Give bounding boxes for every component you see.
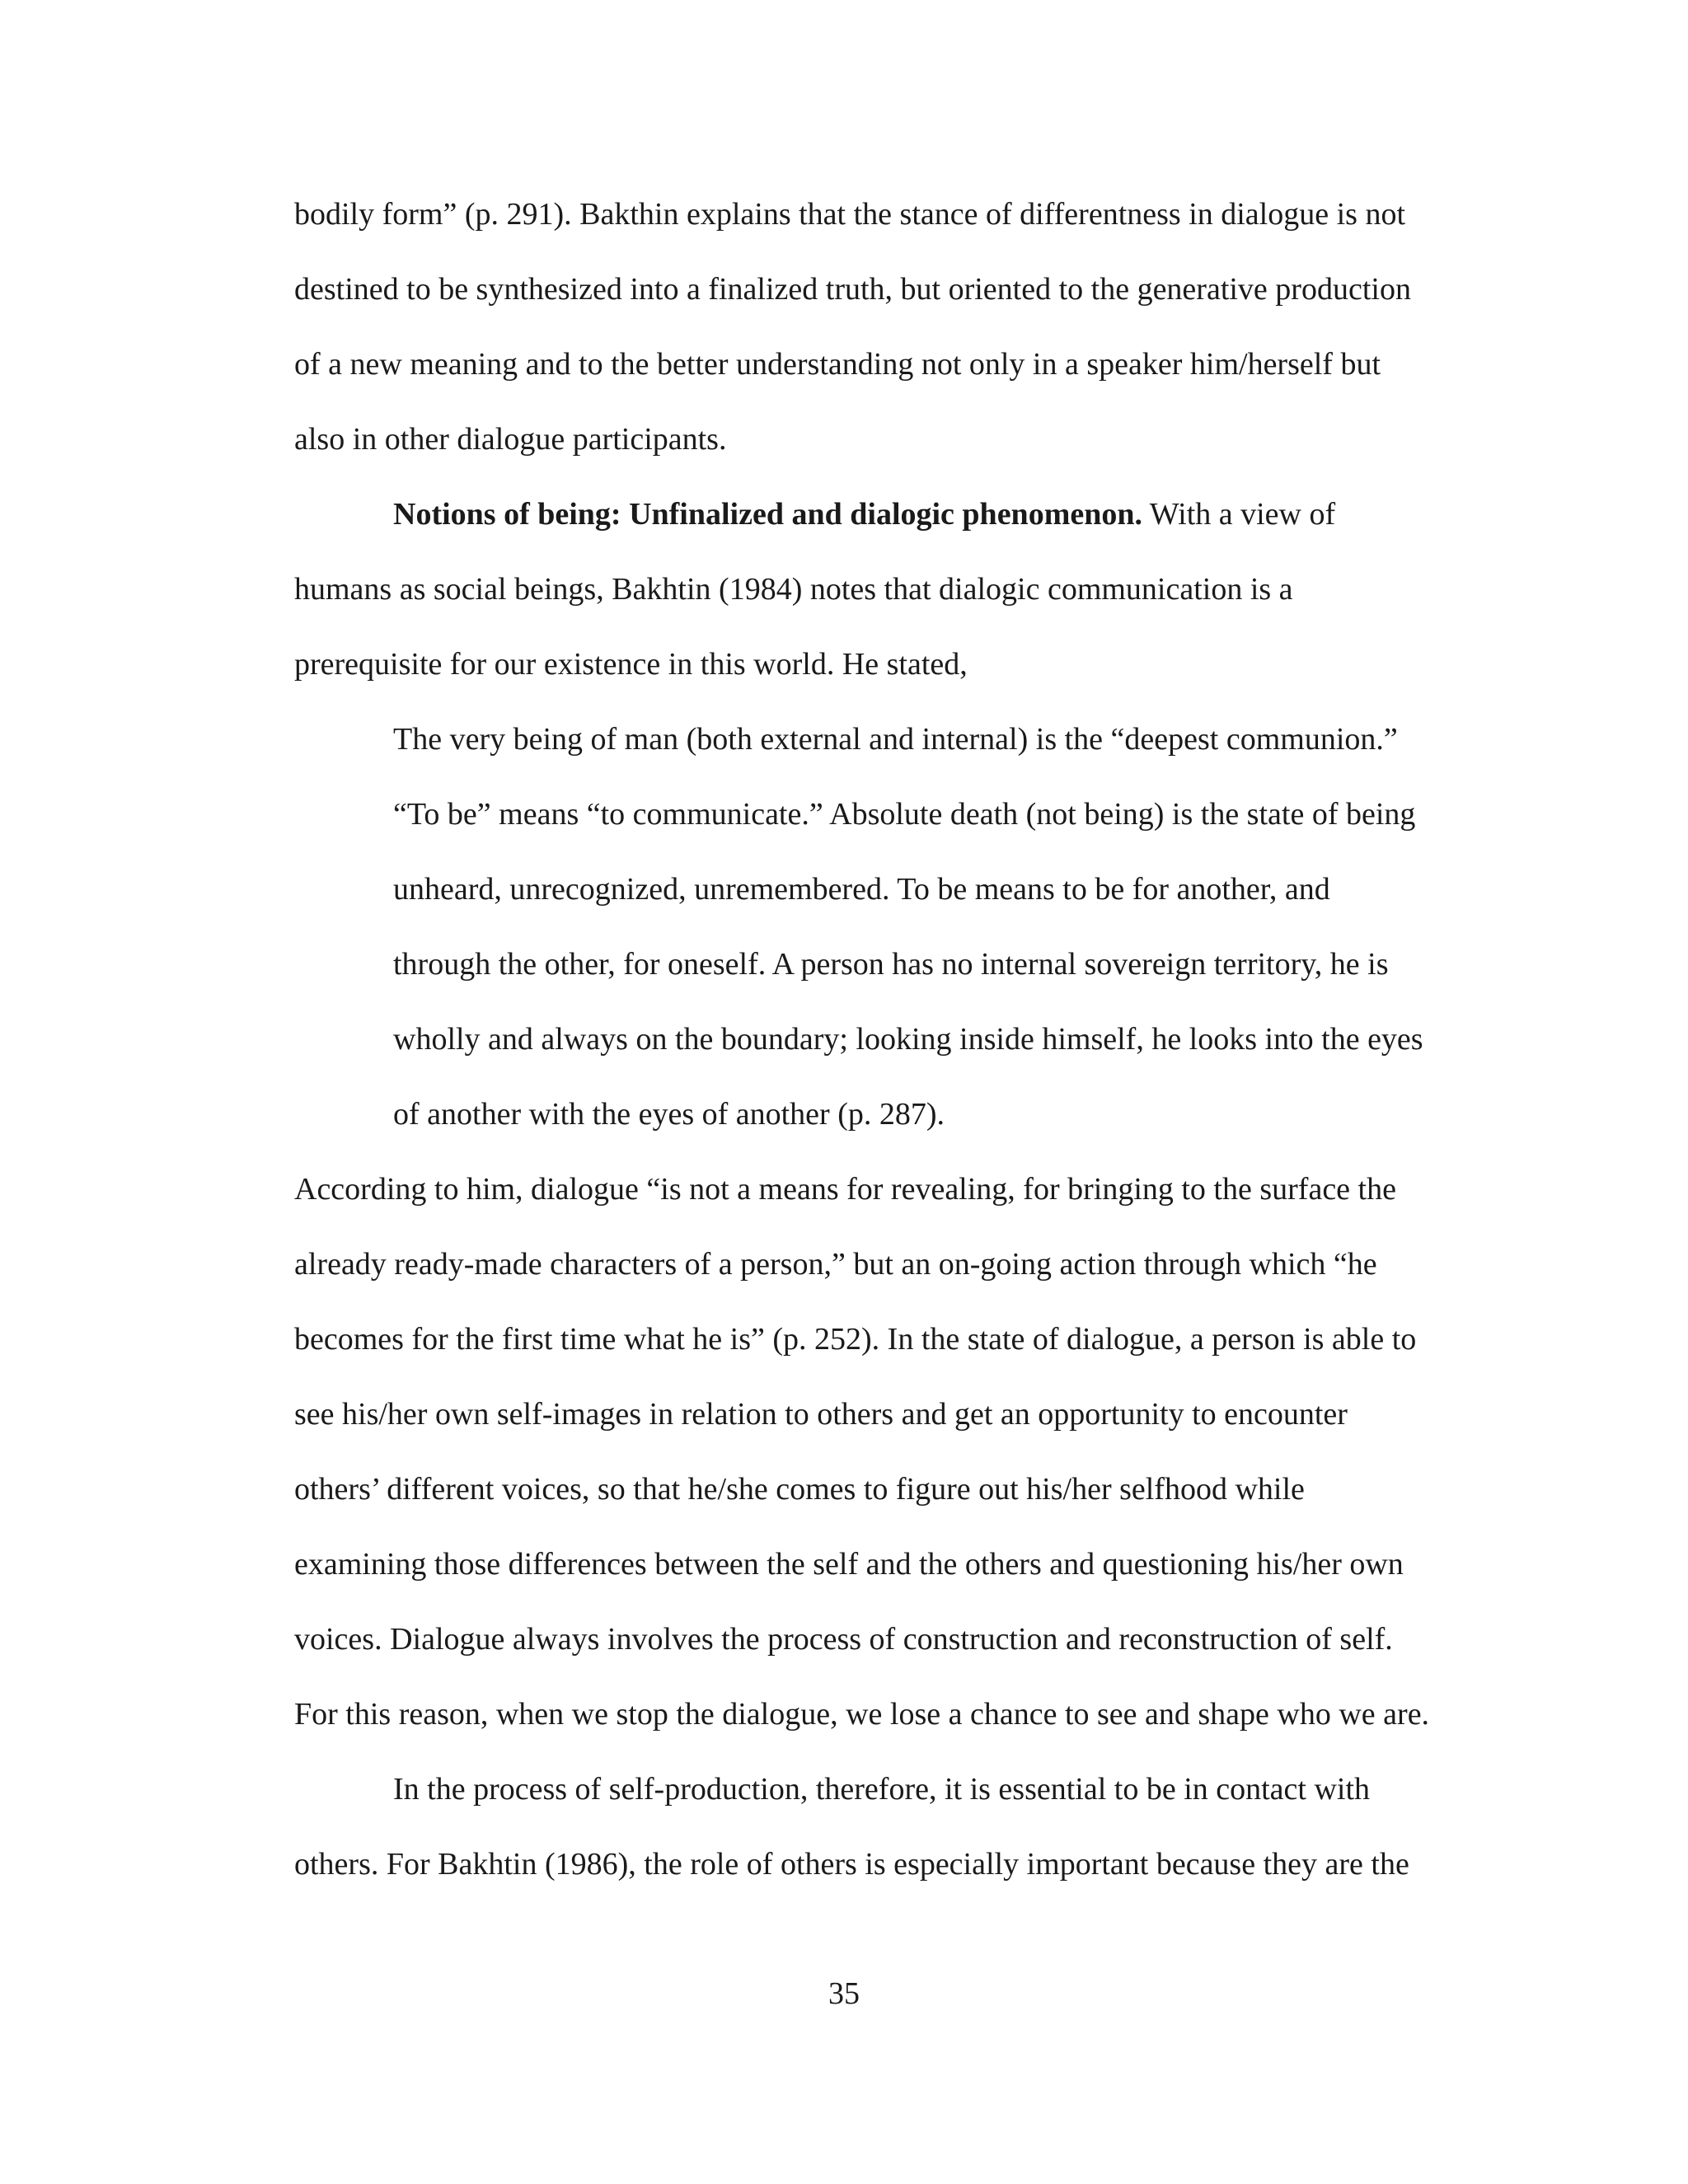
body-text-line: For this reason, when we stop the dialogue, we lose a chance to see and shape who we are. [294, 1697, 1430, 1732]
block-quote-line: of another with the eyes of another (p. 287). [393, 1097, 945, 1132]
body-text-line: According to him, dialogue “is not a means for revealing, for bringing to the surface the [294, 1172, 1396, 1207]
block-quote-line: The very being of man (both external and internal) is the “deepest communion.” [393, 722, 1398, 757]
section-heading: Notions of being: Unfinalized and dialogic phenomenon. [393, 497, 1142, 532]
section-heading-line [393, 495, 1335, 533]
body-text-line: see his/her own self-images in relation to others and get an opportunity to encounter [294, 1397, 1348, 1432]
body-text-line: humans as social beings, Bakhtin (1984) notes that dialogic communication is a [294, 572, 1293, 607]
body-text-line: also in other dialogue participants. [294, 422, 727, 457]
section-heading-continuation: With a view of [1142, 497, 1336, 532]
body-text-line: prerequisite for our existence in this world. He stated, [294, 647, 968, 682]
body-text-line: In the process of self-production, therefore, it is essential to be in contact with [393, 1772, 1371, 1807]
body-text-line: examining those differences between the self and the others and questioning his/her own [294, 1547, 1404, 1582]
body-text-line: already ready-made characters of a person,” but an on-going action through which “he [294, 1247, 1377, 1282]
body-text-line: bodily form” (p. 291). Bakthin explains that the stance of differentness in dialogue is not [294, 197, 1405, 232]
body-text-line: voices. Dialogue always involves the process of construction and reconstruction of self. [294, 1622, 1393, 1657]
body-text-line: becomes for the first time what he is” (p. 252). In the state of dialogue, a person is able to [294, 1322, 1417, 1357]
body-text-line: destined to be synthesized into a finalized truth, but oriented to the generative production [294, 272, 1411, 307]
block-quote-line: “To be” means “to communicate.” Absolute death (not being) is the state of being [393, 797, 1416, 832]
body-text-line: others. For Bakhtin (1986), the role of others is especially important because they are the [294, 1847, 1409, 1882]
body-text-line: of a new meaning and to the better understanding not only in a speaker him/herself but [294, 347, 1381, 382]
page-number: 35 [828, 1976, 860, 2011]
block-quote-line: through the other, for oneself. A person has no internal sovereign territory, he is [393, 947, 1389, 982]
block-quote-line: unheard, unrecognized, unremembered. To be means to be for another, and [393, 872, 1330, 907]
block-quote-line: wholly and always on the boundary; looking inside himself, he looks into the eyes [393, 1022, 1423, 1057]
body-text-line: others’ different voices, so that he/she comes to figure out his/her selfhood while [294, 1472, 1305, 1507]
